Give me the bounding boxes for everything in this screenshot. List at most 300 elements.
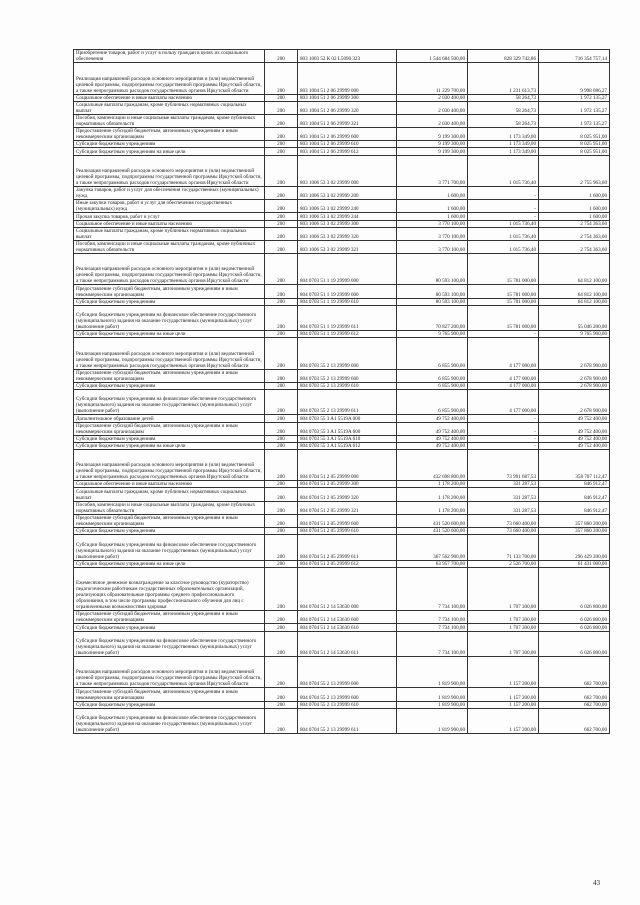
row-executed: 1 157 200,00 <box>468 701 539 708</box>
row-planned: 9 199 300,00 <box>397 128 468 141</box>
row-executed: 1 173 349,00 <box>468 148 539 155</box>
row-name: Субсидии бюджетным учреждениям <box>74 382 265 389</box>
row-executed: 4 177 000,00 <box>468 338 539 370</box>
row-code: 200 <box>265 50 298 63</box>
row-code: 200 <box>265 528 298 535</box>
row-code: 200 <box>265 240 298 253</box>
row-executed: - <box>468 435 539 442</box>
row-classification: 804 0704 51 2 14 53630 610 <box>298 624 397 631</box>
row-executed: 71 133 700,00 <box>468 535 539 560</box>
row-classification: 804 0703 55 3 A1 5519A 600 <box>298 422 397 435</box>
row-planned: 70 827 200,00 <box>397 305 468 330</box>
row-planned: 2 030 400,00 <box>397 94 468 101</box>
row-remaining: 846 912,47 <box>539 481 610 488</box>
row-code: 200 <box>265 298 298 305</box>
row-classification: 804 0703 55 2 13 29999 611 <box>298 390 397 415</box>
row-classification: 804 0704 55 2 13 29999 610 <box>298 701 397 708</box>
table-row <box>74 656 610 688</box>
row-remaining: 846 912,47 <box>539 501 610 514</box>
row-name: Реализация направлений расходов основного мероприятия и (или) ведомственной целевой программы, подпрограммы государственной программы Иркутской области, а также непрограммных расходов государственных органов Иркутской области <box>74 253 265 285</box>
row-executed: 4 177 000,00 <box>468 382 539 389</box>
row-planned: 7 734 100,00 <box>397 631 468 656</box>
row-remaining: 662 700,00 <box>539 701 610 708</box>
row-name: Предоставление субсидий бюджетным, автономным учреждениям и иным некоммерческим организациям <box>74 285 265 298</box>
row-executed: 1 157 200,00 <box>468 656 539 688</box>
row-remaining: 357 860 200,00 <box>539 514 610 527</box>
row-remaining: 1 600,00 <box>539 200 610 213</box>
row-executed: 58 264,73 <box>468 94 539 101</box>
row-code: 200 <box>265 442 298 449</box>
row-classification: 804 0703 55 3 A1 5519A 612 <box>298 442 397 449</box>
row-remaining: 49 752 400,00 <box>539 435 610 442</box>
row-name: Социальное обеспечение и иные выплаты населению <box>74 220 265 227</box>
row-remaining: 2 754 363,60 <box>539 220 610 227</box>
row-planned: 9 199 300,00 <box>397 148 468 155</box>
row-code: 200 <box>265 187 298 200</box>
row-executed: 73 660 400,00 <box>468 528 539 535</box>
row-name: Субсидии бюджетным учреждениям на финансовое обеспечение государственного (муниципального) задания на оказание государственных (муниципальных) услуг (выполнение работ) <box>74 305 265 330</box>
row-code: 200 <box>265 435 298 442</box>
row-code: 200 <box>265 369 298 382</box>
row-classification: 804 0703 55 2 13 29999 000 <box>298 338 397 370</box>
row-remaining: 1 600,00 <box>539 213 610 220</box>
row-name: Субсидии бюджетным учреждениям на финансовое обеспечение государственного (муниципального) задания на оказание государственных (муниципальных) услуг (выполнение работ) <box>74 631 265 656</box>
row-planned: 3 771 700,00 <box>397 155 468 187</box>
row-classification: 804 0704 55 2 13 29999 600 <box>298 688 397 701</box>
table-row <box>74 422 610 435</box>
row-planned: 9 199 300,00 <box>397 141 468 148</box>
row-name: Социальные выплаты гражданам, кроме публичных нормативных социальных выплат <box>74 488 265 501</box>
row-executed: 4 177 000,00 <box>468 390 539 415</box>
table-row <box>74 114 610 127</box>
table-row <box>74 481 610 488</box>
row-code: 200 <box>265 535 298 560</box>
row-remaining: 2 754 363,60 <box>539 240 610 253</box>
row-remaining: 61 431 000,00 <box>539 560 610 567</box>
row-name: Предоставление субсидий бюджетным, автономным учреждениям и иным некоммерческим организациям <box>74 369 265 382</box>
row-name: Приобретение товаров, работ и услуг в пользу граждан в целях их социального обеспечения <box>74 50 265 63</box>
row-classification: 803 1004 51 2 06 29999 612 <box>298 148 397 155</box>
row-classification: 804 0704 51 2 05 29999 600 <box>298 514 397 527</box>
table-row <box>74 567 610 611</box>
row-name: Субсидии бюджетным учреждениям <box>74 528 265 535</box>
table-row <box>74 624 610 631</box>
row-remaining: 8 025 951,00 <box>539 128 610 141</box>
row-remaining: 2 755 963,60 <box>539 155 610 187</box>
row-executed: 15 781 000,00 <box>468 298 539 305</box>
row-planned: 7 734 100,00 <box>397 611 468 624</box>
row-planned: 80 593 100,00 <box>397 298 468 305</box>
row-classification: 804 0704 51 2 14 53630 600 <box>298 611 397 624</box>
row-classification: 804 0703 51 1 19 29999 600 <box>298 285 397 298</box>
row-executed: 331 287,53 <box>468 501 539 514</box>
row-code: 200 <box>265 708 298 733</box>
row-remaining: 6 026 800,00 <box>539 631 610 656</box>
table-row <box>74 449 610 481</box>
row-name: Субсидии бюджетным учреждениям на иные цели <box>74 442 265 449</box>
row-classification: 804 0703 51 1 19 29999 611 <box>298 305 397 330</box>
row-planned: 63 957 700,00 <box>397 560 468 567</box>
row-planned: 6 855 900,00 <box>397 390 468 415</box>
row-classification: 803 1006 53 3 02 29999 000 <box>298 155 397 187</box>
row-classification: 804 0704 51 2 05 29999 320 <box>298 488 397 501</box>
row-remaining: 49 752 400,00 <box>539 422 610 435</box>
row-executed: - <box>468 415 539 422</box>
row-name: Социальные выплаты гражданам, кроме публичных нормативных социальных выплат <box>74 227 265 240</box>
row-code: 200 <box>265 338 298 370</box>
row-name: Субсидии бюджетным учреждениям на иные цели <box>74 331 265 338</box>
row-executed: 1 707 300,00 <box>468 631 539 656</box>
row-classification: 803 1006 53 3 02 29999 200 <box>298 187 397 200</box>
table-row <box>74 488 610 501</box>
row-planned: 1 819 900,00 <box>397 708 468 733</box>
row-code: 200 <box>265 253 298 285</box>
budget-table <box>73 49 610 734</box>
row-executed: - <box>468 422 539 435</box>
row-code: 200 <box>265 94 298 101</box>
row-remaining: 296 429 200,00 <box>539 535 610 560</box>
row-executed: 2 526 700,00 <box>468 560 539 567</box>
row-code: 200 <box>265 128 298 141</box>
row-code: 200 <box>265 141 298 148</box>
table-row <box>74 305 610 330</box>
row-planned: 1 819 900,00 <box>397 656 468 688</box>
row-code: 200 <box>265 63 298 95</box>
row-executed: 58 264,73 <box>468 101 539 114</box>
row-name: Предоставление субсидий бюджетным, автономным учреждениям и иным некоммерческим организациям <box>74 128 265 141</box>
row-code: 200 <box>265 501 298 514</box>
table-row <box>74 285 610 298</box>
row-code: 200 <box>265 422 298 435</box>
row-remaining: 1 972 135,27 <box>539 94 610 101</box>
row-name: Пособия, компенсации и иные социальные выплаты гражданам, кроме публичных нормативных обязательств <box>74 240 265 253</box>
row-executed: 73 660 400,00 <box>468 514 539 527</box>
row-classification: 803 1006 53 3 02 29999 320 <box>298 227 397 240</box>
table-row <box>74 155 610 187</box>
table-row <box>74 415 610 422</box>
row-remaining: 662 700,00 <box>539 708 610 733</box>
row-remaining: 1 600,00 <box>539 187 610 200</box>
row-executed: 331 287,53 <box>468 481 539 488</box>
row-code: 200 <box>265 227 298 240</box>
row-code: 200 <box>265 701 298 708</box>
row-name: Реализация направлений расходов основного мероприятия и (или) ведомственной целевой программы, подпрограммы государственной программы Иркутской области, а также непрограммных расходов государственных органов Иркутской области <box>74 449 265 481</box>
row-classification: 804 0703 55 3 A1 5519A 610 <box>298 435 397 442</box>
row-remaining: 64 812 100,00 <box>539 253 610 285</box>
row-planned: 3 770 100,00 <box>397 220 468 227</box>
table-row <box>74 220 610 227</box>
row-remaining: 716 354 757,14 <box>539 50 610 63</box>
row-code: 200 <box>265 305 298 330</box>
row-planned: 49 752 400,00 <box>397 415 468 422</box>
row-code: 200 <box>265 390 298 415</box>
row-name: Субсидии бюджетным учреждениям на иные цели <box>74 560 265 567</box>
row-name: Ежемесячное денежное вознаграждение за классное руководство (кураторство) педагогическим работникам государственных образовательных организаций, реализующих образовательные программы среднего профессионального образования, в том числе программы профессионального обучения для лиц с ограниченными возможностями здоровья <box>74 567 265 611</box>
row-remaining: 8 025 951,00 <box>539 148 610 155</box>
row-code: 200 <box>265 213 298 220</box>
row-classification: 803 1004 51 2 06 29999 320 <box>298 101 397 114</box>
row-planned: 49 752 400,00 <box>397 435 468 442</box>
row-planned: 1 544 684 500,00 <box>397 50 468 63</box>
row-executed: - <box>468 213 539 220</box>
row-code: 200 <box>265 148 298 155</box>
row-planned: 3 770 100,00 <box>397 240 468 253</box>
row-executed: 1 173 349,00 <box>468 128 539 141</box>
row-executed: 331 287,53 <box>468 488 539 501</box>
row-remaining: 662 700,00 <box>539 656 610 688</box>
row-classification: 803 1006 53 3 02 29999 240 <box>298 200 397 213</box>
row-classification: 804 0703 51 1 19 29999 000 <box>298 253 397 285</box>
row-remaining: 2 678 900,00 <box>539 369 610 382</box>
row-name: Предоставление субсидий бюджетным, автономным учреждениям и иным некоммерческим организациям <box>74 611 265 624</box>
row-remaining: 662 700,00 <box>539 688 610 701</box>
row-classification: 803 1004 51 2 06 29999 300 <box>298 94 397 101</box>
table-row <box>74 701 610 708</box>
row-classification: 804 0704 51 2 05 29999 300 <box>298 481 397 488</box>
table-row <box>74 101 610 114</box>
row-executed: - <box>468 187 539 200</box>
row-executed: 1 231 613,73 <box>468 63 539 95</box>
row-name: Пособия, компенсации и иные социальные выплаты гражданам, кроме публичных нормативных обязательств <box>74 501 265 514</box>
row-name: Социальное обеспечение и иные выплаты населению <box>74 481 265 488</box>
row-executed: 4 177 000,00 <box>468 369 539 382</box>
table-row <box>74 382 610 389</box>
row-remaining: 64 812 100,00 <box>539 298 610 305</box>
row-code: 200 <box>265 331 298 338</box>
row-planned: 6 855 900,00 <box>397 338 468 370</box>
row-executed: 1 015 736,40 <box>468 240 539 253</box>
row-planned: 431 520 600,00 <box>397 528 468 535</box>
row-planned: 49 752 400,00 <box>397 422 468 435</box>
row-remaining: 55 046 200,00 <box>539 305 610 330</box>
row-planned: 9 765 900,00 <box>397 331 468 338</box>
row-classification: 804 0704 51 2 05 29999 610 <box>298 528 397 535</box>
row-code: 200 <box>265 220 298 227</box>
table-row <box>74 141 610 148</box>
row-classification: 803 1004 51 2 06 29999 610 <box>298 141 397 148</box>
row-code: 200 <box>265 488 298 501</box>
row-executed: 1 015 736,40 <box>468 227 539 240</box>
row-classification: 803 1006 53 3 02 29999 244 <box>298 213 397 220</box>
row-remaining: 2 678 900,00 <box>539 390 610 415</box>
row-remaining: 9 998 086,27 <box>539 63 610 95</box>
row-classification: 804 0703 55 2 13 29999 600 <box>298 369 397 382</box>
row-remaining: 8 025 951,00 <box>539 141 610 148</box>
row-executed: - <box>468 331 539 338</box>
row-remaining: 846 912,47 <box>539 488 610 501</box>
row-planned: 1 600,00 <box>397 213 468 220</box>
row-remaining: 6 026 800,00 <box>539 624 610 631</box>
row-classification: 804 0703 51 1 19 29999 612 <box>298 331 397 338</box>
row-name: Субсидии бюджетным учреждениям на финансовое обеспечение государственного (муниципального) задания на оказание государственных (муниципальных) услуг (выполнение работ) <box>74 390 265 415</box>
row-remaining: 357 860 200,00 <box>539 528 610 535</box>
row-name: Субсидии бюджетным учреждениям на финансовое обеспечение государственного (муниципального) задания на оказание государственных (муниципальных) услуг (выполнение работ) <box>74 535 265 560</box>
row-name: Реализация направлений расходов основного мероприятия и (или) ведомственной целевой программы, подпрограммы государственной программы Иркутской области, а также непрограммных расходов государственных органов Иркутской области <box>74 155 265 187</box>
table-row <box>74 528 610 535</box>
row-classification: 803 1006 53 3 02 29999 300 <box>298 220 397 227</box>
row-executed: 828 329 742,86 <box>468 50 539 63</box>
row-remaining: 1 972 135,27 <box>539 101 610 114</box>
row-code: 200 <box>265 114 298 127</box>
row-remaining: 49 752 400,00 <box>539 442 610 449</box>
row-planned: 1 600,00 <box>397 200 468 213</box>
table-row <box>74 688 610 701</box>
row-classification: 803 1003 52 К 02 L5090 323 <box>298 50 397 63</box>
row-name: Субсидии бюджетным учреждениям <box>74 435 265 442</box>
row-code: 200 <box>265 656 298 688</box>
row-code: 200 <box>265 155 298 187</box>
table-row <box>74 708 610 733</box>
row-name: Социальное обеспечение и иные выплаты населению <box>74 94 265 101</box>
row-name: Прочая закупка товаров, работ и услуг <box>74 213 265 220</box>
row-code: 200 <box>265 481 298 488</box>
row-remaining: 9 765 900,00 <box>539 331 610 338</box>
row-classification: 803 1004 51 2 06 29999 000 <box>298 63 397 95</box>
row-planned: 3 770 100,00 <box>397 227 468 240</box>
row-classification: 804 0704 51 2 14 53630 000 <box>298 567 397 611</box>
table-row <box>74 253 610 285</box>
table-row <box>74 148 610 155</box>
row-classification: 804 0704 51 2 05 29999 611 <box>298 535 397 560</box>
row-code: 200 <box>265 514 298 527</box>
row-planned: 11 229 700,00 <box>397 63 468 95</box>
row-name: Иные закупки товаров, работ и услуг для обеспечения государственных (муниципальных) нужд <box>74 200 265 213</box>
row-classification: 804 0704 55 2 13 29999 611 <box>298 708 397 733</box>
row-planned: 80 593 100,00 <box>397 285 468 298</box>
row-executed: 15 781 000,00 <box>468 305 539 330</box>
row-code: 200 <box>265 631 298 656</box>
row-executed: 15 781 000,00 <box>468 253 539 285</box>
table-row <box>74 240 610 253</box>
row-remaining: 2 678 900,00 <box>539 338 610 370</box>
row-code: 200 <box>265 200 298 213</box>
row-code: 200 <box>265 449 298 481</box>
table-row <box>74 631 610 656</box>
row-planned: 1 819 900,00 <box>397 688 468 701</box>
row-executed: 1 707 300,00 <box>468 567 539 611</box>
row-remaining: 2 754 363,60 <box>539 227 610 240</box>
row-remaining: 6 026 800,00 <box>539 567 610 611</box>
row-classification: 804 0704 51 2 05 29999 612 <box>298 560 397 567</box>
row-name: Субсидии бюджетным учреждениям <box>74 141 265 148</box>
row-classification: 804 0704 55 2 13 29999 000 <box>298 656 397 688</box>
table-row <box>74 611 610 624</box>
row-code: 200 <box>265 415 298 422</box>
table-row <box>74 435 610 442</box>
row-name: Закупка товаров, работ и услуг для обеспечения государственных (муниципальных) нужд <box>74 187 265 200</box>
table-row <box>74 200 610 213</box>
row-remaining: 49 752 400,00 <box>539 415 610 422</box>
row-name: Реализация направлений расходов основного мероприятия и (или) ведомственной целевой программы, подпрограммы государственной программы Иркутской области, а также непрограммных расходов государственных органов Иркутской области <box>74 656 265 688</box>
table-row <box>74 369 610 382</box>
table-row <box>74 50 610 63</box>
table-row <box>74 94 610 101</box>
table-row <box>74 227 610 240</box>
row-planned: 80 593 100,00 <box>397 253 468 285</box>
row-name: Реализация направлений расходов основного мероприятия и (или) ведомственной целевой программы, подпрограммы государственной программы Иркутской области, а также непрограммных расходов государственных органов Иркутской области <box>74 63 265 95</box>
row-name: Предоставление субсидий бюджетным, автономным учреждениям и иным некоммерческим организациям <box>74 514 265 527</box>
row-code: 200 <box>265 611 298 624</box>
table-row <box>74 560 610 567</box>
row-code: 200 <box>265 285 298 298</box>
row-remaining: 2 678 900,00 <box>539 382 610 389</box>
row-planned: 1 819 900,00 <box>397 701 468 708</box>
row-planned: 6 855 900,00 <box>397 369 468 382</box>
table-row <box>74 501 610 514</box>
row-name: Субсидии бюджетным учреждениям на финансовое обеспечение государственного (муниципального) задания на оказание государственных (муниципальных) услуг (выполнение работ) <box>74 708 265 733</box>
row-executed: 1 707 300,00 <box>468 624 539 631</box>
table-row <box>74 187 610 200</box>
row-planned: 431 520 600,00 <box>397 514 468 527</box>
row-planned: 432 698 800,00 <box>397 449 468 481</box>
row-classification: 803 1006 53 3 02 29999 321 <box>298 240 397 253</box>
row-planned: 1 178 200,00 <box>397 501 468 514</box>
row-name: Субсидии бюджетным учреждениям <box>74 624 265 631</box>
row-name: Дополнительное образование детей <box>74 415 265 422</box>
row-planned: 2 030 400,00 <box>397 114 468 127</box>
row-planned: 2 030 400,00 <box>397 101 468 114</box>
row-executed: 1 707 300,00 <box>468 611 539 624</box>
table-row <box>74 338 610 370</box>
row-executed: 73 991 687,53 <box>468 449 539 481</box>
row-code: 200 <box>265 101 298 114</box>
row-code: 200 <box>265 567 298 611</box>
row-remaining: 64 812 100,00 <box>539 285 610 298</box>
row-remaining: 358 707 112,47 <box>539 449 610 481</box>
row-executed: 1 015 736,40 <box>468 155 539 187</box>
row-name: Социальные выплаты гражданам, кроме публичных нормативных социальных выплат <box>74 101 265 114</box>
row-executed: - <box>468 442 539 449</box>
row-name: Реализация направлений расходов основного мероприятия и (или) ведомственной целевой программы, подпрограммы государственной программы Иркутской области, а также непрограммных расходов государственных органов Иркутской области <box>74 338 265 370</box>
row-planned: 7 734 100,00 <box>397 567 468 611</box>
row-classification: 804 0703 51 1 19 29999 610 <box>298 298 397 305</box>
table-row <box>74 128 610 141</box>
table-row <box>74 63 610 95</box>
page-number: 43 <box>593 879 600 887</box>
row-planned: 1 178 200,00 <box>397 488 468 501</box>
row-code: 200 <box>265 624 298 631</box>
budget-table-body <box>74 50 610 734</box>
row-planned: 367 562 900,00 <box>397 535 468 560</box>
row-classification: 804 0704 51 2 05 29999 000 <box>298 449 397 481</box>
row-classification: 804 0704 51 2 05 29999 321 <box>298 501 397 514</box>
row-name: Субсидии бюджетным учреждениям на иные цели <box>74 148 265 155</box>
table-row <box>74 213 610 220</box>
row-executed: 1 015 736,40 <box>468 220 539 227</box>
row-classification: 804 0703 55 3 A1 5519A 000 <box>298 415 397 422</box>
row-planned: 7 734 100,00 <box>397 624 468 631</box>
row-remaining: 1 972 135,27 <box>539 114 610 127</box>
table-row <box>74 514 610 527</box>
row-planned: 1 178 200,00 <box>397 481 468 488</box>
row-code: 200 <box>265 382 298 389</box>
row-planned: 1 600,00 <box>397 187 468 200</box>
row-classification: 803 1004 51 2 06 29999 321 <box>298 114 397 127</box>
row-name: Предоставление субсидий бюджетным, автономным учреждениям и иным некоммерческим организациям <box>74 422 265 435</box>
row-name: Предоставление субсидий бюджетным, автономным учреждениям и иным некоммерческим организациям <box>74 688 265 701</box>
row-classification: 804 0703 55 2 13 29999 610 <box>298 382 397 389</box>
row-code: 200 <box>265 688 298 701</box>
row-remaining: 6 026 800,00 <box>539 611 610 624</box>
table-row <box>74 390 610 415</box>
row-classification: 803 1004 51 2 06 29999 600 <box>298 128 397 141</box>
table-row <box>74 442 610 449</box>
row-executed: - <box>468 200 539 213</box>
row-executed: 1 173 349,00 <box>468 141 539 148</box>
row-executed: 1 157 200,00 <box>468 708 539 733</box>
table-row <box>74 535 610 560</box>
row-executed: 58 264,73 <box>468 114 539 127</box>
